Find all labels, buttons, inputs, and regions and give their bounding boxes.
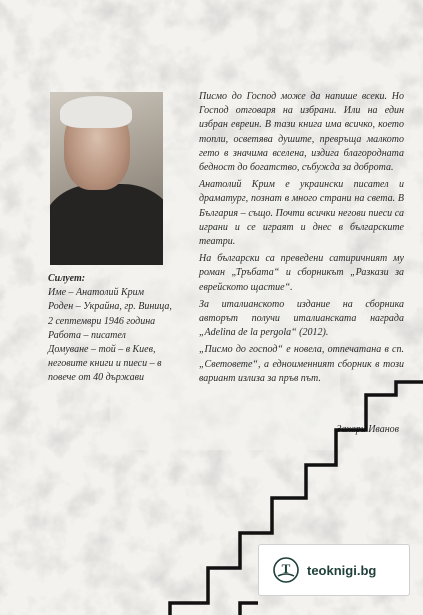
description-paragraph: На български са преведени сатиричният му роман „Тръбата“ и сборникът „Разкази за еврейското щастие“. [199,253,404,293]
book-t-icon [273,557,299,583]
silhouette-born: Роден – Украйна, гр. Виница, 2 септември 1946 година [48,301,172,327]
silhouette-home: Домуване – той – в Киев, неговите книги и пиеси – в повече от 40 държави [48,344,162,384]
teoknigi-logo[interactable] [258,544,410,596]
description-paragraph: За италианското издание на сборника авторът получи италианската награда „Adelina de la pergola“ (2012). [199,298,404,339]
silhouette-work: Работа – писател [48,329,126,341]
logo-text: teoknigi.bg [307,562,377,578]
logo-icon-letter: T [281,561,291,576]
description-paragraph: Писмо до Господ може да напише всеки. Но Господ отговаря на избрани. Или на един избран евреин. В тази книга има всичко, което топли, осветява душите, превръща малкото гето в значима вселена, издига благородната бедност до богатство, събужда за доброта. [199,91,404,174]
description-paragraph: Анатолий Крим е украински писател и драматург, познат в много страни на света. В България – също. Почти всички негови пиеси са играни и се играят и днес в българските театри. [199,179,404,248]
silhouette-title: Силует: [48,273,86,284]
silhouette-name: Име – Анатолий Крим [48,287,144,299]
signature: Захари Иванов [336,424,399,435]
description-paragraph: „Писмо до господ“ е новела, отпечатана в сп. „Световете“, а едноименният сборник в този вариант излиза за пръв път. [199,344,404,384]
